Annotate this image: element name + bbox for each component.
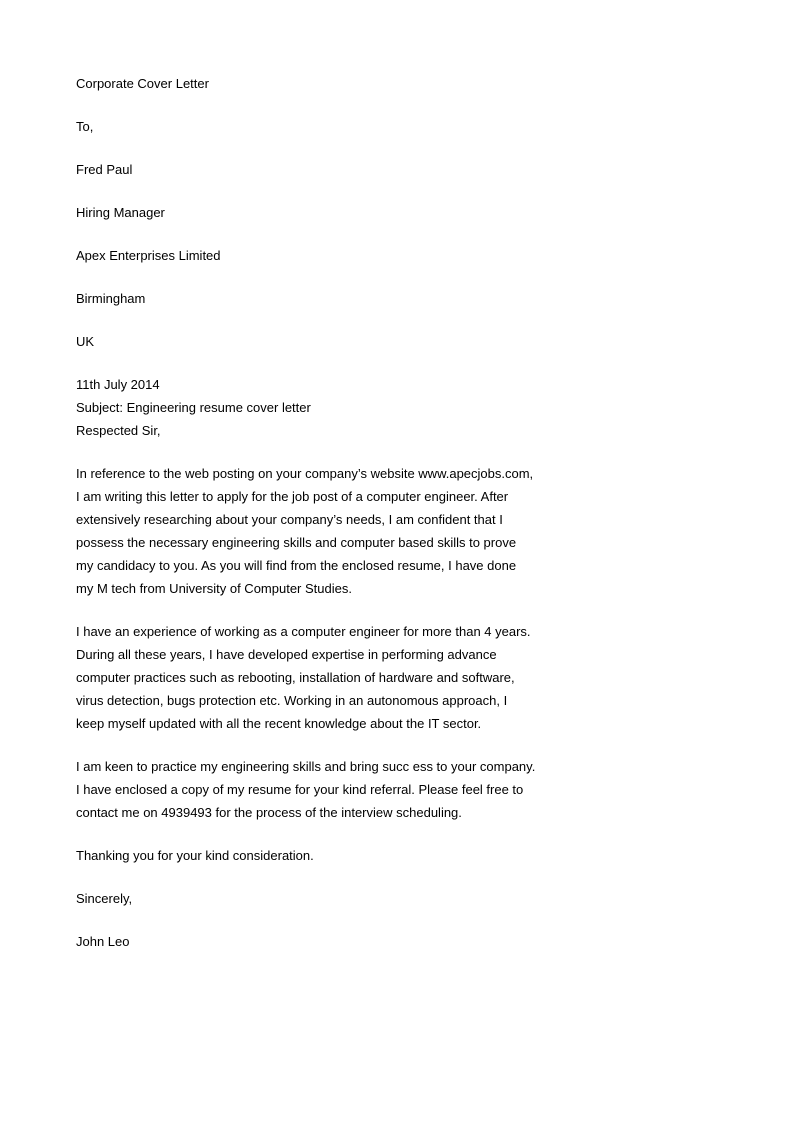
recipient-country: UK [76, 334, 95, 349]
recipient-city: Birmingham [76, 291, 146, 306]
paragraph-line: possess the necessary engineering skills and computer based skills to prove [76, 535, 517, 550]
paragraph-line: keep myself updated with all the recent knowledge about the IT sector. [76, 716, 482, 731]
signature-name: John Leo [76, 934, 130, 949]
paragraph-line: my M tech from University of Computer Studies. [76, 581, 352, 596]
paragraph-line: my candidacy to you. As you will find from the enclosed resume, I have done [76, 558, 517, 573]
paragraph-line: In reference to the web posting on your company’s website www.apecjobs.com, [76, 466, 534, 481]
letter-greeting: Respected Sir, [76, 423, 161, 438]
letter-date: 11th July 2014 [76, 377, 160, 392]
paragraph-line: contact me on 4939493 for the process of the interview scheduling. [76, 805, 462, 820]
body-paragraph-2 [76, 624, 531, 739]
paragraph-line: extensively researching about your company’s needs, I am confident that I [76, 512, 503, 527]
recipient-title: Hiring Manager [76, 205, 165, 220]
salutation-to: To, [76, 119, 94, 134]
paragraph-line: I am writing this letter to apply for the job post of a computer engineer. After [76, 489, 509, 504]
paragraph-line: virus detection, bugs protection etc. Working in an autonomous approach, I [76, 693, 508, 708]
recipient-company: Apex Enterprises Limited [76, 248, 221, 263]
paragraph-line: During all these years, I have developed expertise in performing advance [76, 647, 497, 662]
closing-line: Sincerely, [76, 891, 133, 906]
paragraph-line: I have an experience of working as a computer engineer for more than 4 years. [76, 624, 531, 639]
body-paragraph-1 [76, 466, 533, 604]
paragraph-line: I am keen to practice my engineering skills and bring succ ess to your company. [76, 759, 536, 774]
paragraph-line: computer practices such as rebooting, installation of hardware and software, [76, 670, 515, 685]
letter-subject: Subject: Engineering resume cover letter [76, 400, 311, 415]
paragraph-line: I have enclosed a copy of my resume for your kind referral. Please feel free to [76, 782, 524, 797]
letter-heading: Corporate Cover Letter [76, 76, 209, 91]
thanks-line: Thanking you for your kind consideration. [76, 848, 314, 863]
recipient-name: Fred Paul [76, 162, 133, 177]
body-paragraph-3 [76, 759, 535, 828]
